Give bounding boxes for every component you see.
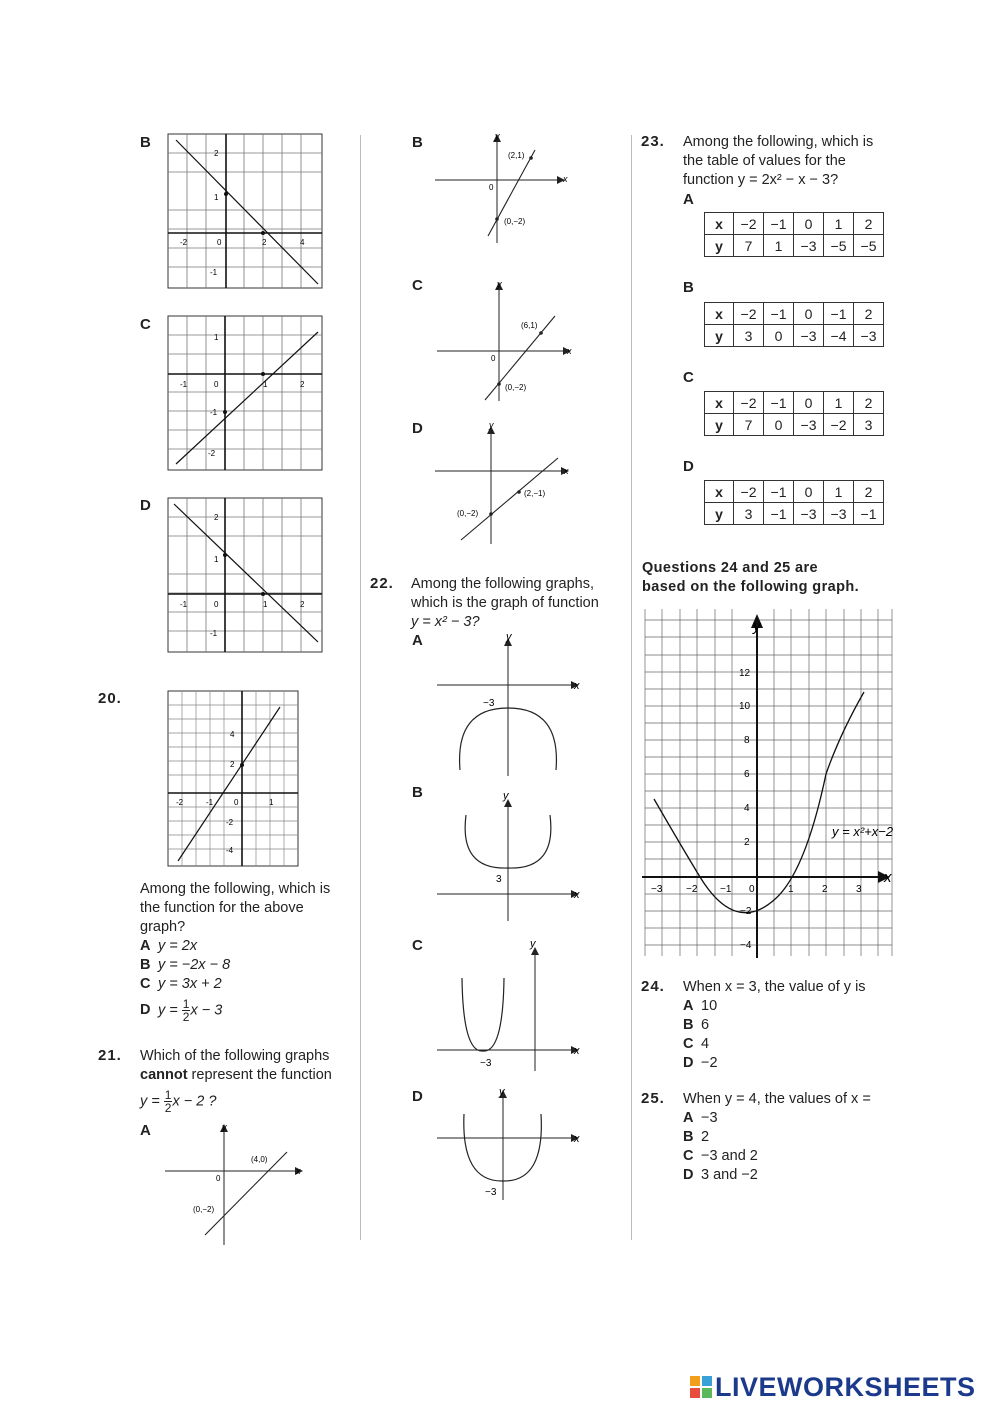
- q21-question: Which of the following graphs cannot represent the function y = $\frac{1}{2}$ x − 2 ?: [140, 1048, 332, 1115]
- q23-option-d-label: D: [683, 458, 694, 475]
- q21-option-a-graph[interactable]: [165, 1120, 310, 1248]
- q19-option-d-label: D: [140, 497, 151, 514]
- liveworksheets-logo[interactable]: LIVEWORKSHEETS: [690, 1372, 976, 1403]
- svg-text:x: x: [574, 1133, 580, 1145]
- q23-option-c-label: C: [683, 369, 694, 386]
- q23-table-a[interactable]: x −2 −1 0 1 2 y 7 1 −3 −5 −5: [704, 212, 884, 257]
- q21c-origin: 0: [491, 354, 496, 363]
- q19b-y-tick-1: 2: [214, 149, 219, 158]
- q23-option-a-label: A: [683, 191, 694, 208]
- svg-text:x: x: [296, 1166, 301, 1176]
- graph-y-tick-4: 6: [744, 769, 750, 780]
- graph-y-tick-1: 12: [739, 668, 751, 679]
- svg-text:x: x: [567, 346, 572, 356]
- q25-question: When y = 4, the values of x =: [683, 1091, 871, 1107]
- svg-text:y: y: [503, 790, 509, 802]
- q19-option-b-graph[interactable]: [166, 132, 326, 292]
- q24-option-b[interactable]: B 6: [683, 1017, 710, 1033]
- svg-text:x: x: [574, 1045, 580, 1057]
- q19c-x-tick-1: -1: [180, 380, 188, 389]
- q21d-p2: (0,−2): [457, 509, 479, 518]
- q21b-origin: 0: [489, 183, 494, 192]
- q21-option-d-graph[interactable]: [433, 418, 578, 546]
- q22-option-c-graph[interactable]: [433, 933, 588, 1073]
- q20-y-tick-3: -2: [226, 818, 234, 827]
- q22-option-d-label: D: [412, 1088, 423, 1105]
- q19b-x-tick-1: -2: [180, 238, 188, 247]
- q21b-p2: (0,−2): [504, 217, 526, 226]
- q21c-p2: (0,−2): [505, 383, 527, 392]
- q23-number: 23.: [641, 133, 665, 150]
- q20-option-a[interactable]: A y = 2x: [140, 938, 198, 954]
- q21b-p1: (2,1): [508, 151, 525, 160]
- q22-option-a-graph[interactable]: [433, 630, 588, 778]
- q19c-y-tick-2: -1: [210, 408, 218, 417]
- q20-y-tick-1: 4: [230, 730, 235, 739]
- q21a-origin: 0: [216, 1174, 221, 1183]
- svg-text:x: x: [563, 174, 568, 184]
- q19d-y-tick-1: 2: [214, 513, 219, 522]
- svg-text:y: y: [499, 1086, 505, 1098]
- svg-text:x: x: [574, 889, 580, 901]
- q24-options: [683, 997, 718, 1073]
- svg-text:y: y: [495, 131, 500, 141]
- graph-x-tick-5: 1: [788, 884, 794, 895]
- q19-option-c-label: C: [140, 316, 151, 333]
- q21c-p1: (6,1): [521, 321, 538, 330]
- q25-option-b[interactable]: B 2: [683, 1129, 710, 1145]
- q19c-x-tick-3: 1: [263, 380, 268, 389]
- q21-option-b-graph[interactable]: [433, 130, 573, 245]
- q22b-mark: 3: [496, 874, 502, 885]
- q22-option-b-graph[interactable]: [433, 785, 588, 923]
- svg-text:y: y: [530, 938, 536, 950]
- graph-y-tick-8: −4: [740, 940, 752, 951]
- q22-option-c-label: C: [412, 937, 423, 954]
- q23-table-b[interactable]: x −2 −1 0 −1 2 y 3 0 −3 −4 −3: [704, 302, 884, 347]
- q19b-x-tick-2: 0: [217, 238, 222, 247]
- q20-y-tick-4: -4: [226, 846, 234, 855]
- q19-option-c-graph[interactable]: [166, 314, 326, 474]
- q19b-y-tick-3: -1: [210, 268, 218, 277]
- q20-d-fraction: $\frac{1}{2}$: [182, 997, 190, 1024]
- q19b-y-tick-2: 1: [214, 193, 219, 202]
- q21a-p1: (4,0): [251, 1155, 268, 1164]
- svg-text:x: x: [564, 466, 569, 476]
- q22-option-a-label: A: [412, 632, 423, 649]
- q22-option-b-label: B: [412, 784, 423, 801]
- q25-option-d[interactable]: D 3 and −2: [683, 1167, 758, 1183]
- q21d-p1: (2,−1): [524, 489, 546, 498]
- graph-x-tick-1: −3: [651, 884, 663, 895]
- q20-option-c[interactable]: C y = 3x + 2: [140, 976, 222, 992]
- q20-y-tick-2: 2: [230, 760, 235, 769]
- svg-text:y: y: [489, 420, 494, 430]
- q19d-x-tick-3: 1: [263, 600, 268, 609]
- q21-option-b-label: B: [412, 134, 423, 151]
- q24-number: 24.: [641, 978, 665, 995]
- q24-25-graph: [640, 604, 895, 962]
- q20-x-tick-4: 1: [269, 798, 274, 807]
- column-divider-right: [631, 135, 632, 1240]
- svg-text:y: y: [497, 279, 502, 289]
- q22d-mark: −3: [485, 1187, 497, 1198]
- graph-y-tick-7: −2: [740, 906, 752, 917]
- q19d-x-tick-2: 0: [214, 600, 219, 609]
- q20-option-d[interactable]: D y = $\frac{1}{2}$ x − 3: [140, 997, 223, 1024]
- q19d-y-tick-3: -1: [210, 629, 218, 638]
- q25-options: [683, 1109, 758, 1185]
- q19c-y-tick-1: 1: [214, 333, 219, 342]
- liveworksheets-logo-icon: [690, 1376, 712, 1398]
- q20-x-tick-3: 0: [234, 798, 239, 807]
- q19-option-b-label: B: [140, 134, 151, 151]
- parabola-curve: [654, 692, 864, 913]
- graph-x-tick-3: −1: [720, 884, 732, 895]
- q19c-x-tick-2: 0: [214, 380, 219, 389]
- graph-y-axis-label: y: [753, 618, 761, 635]
- q21-option-c-label: C: [412, 277, 423, 294]
- q24-25-heading: Questions 24 and 25 are based on the following graph.: [642, 560, 860, 595]
- q24-option-c[interactable]: C 4: [683, 1036, 710, 1052]
- q21-option-c-graph[interactable]: [433, 278, 578, 403]
- q20-question: Among the following, which is the function for the above graph?: [140, 881, 331, 935]
- q25-number: 25.: [641, 1090, 665, 1107]
- q20-options: [140, 937, 230, 1023]
- q19b-x-tick-4: 4: [300, 238, 305, 247]
- q24-option-a[interactable]: A 10: [683, 998, 718, 1014]
- q24-option-d[interactable]: D −2: [683, 1055, 718, 1071]
- q19c-y-tick-3: -2: [208, 449, 216, 458]
- q19-option-d-graph[interactable]: [166, 496, 326, 656]
- graph-y-tick-2: 10: [739, 701, 751, 712]
- q23-table-c[interactable]: x −2 −1 0 1 2 y 7 0 −3 −2 3: [704, 391, 884, 436]
- q23-option-b-label: B: [683, 279, 694, 296]
- q22-question: Among the following graphs, which is the graph of function y = x² − 3?: [411, 576, 599, 630]
- q19c-x-tick-4: 2: [300, 380, 305, 389]
- graph-x-tick-7: 3: [856, 884, 862, 895]
- q22c-mark: −3: [480, 1058, 492, 1069]
- q21-number: 21.: [98, 1047, 122, 1064]
- q21-option-d-label: D: [412, 420, 423, 437]
- q20-number: 20.: [98, 690, 122, 707]
- q20-graph: [166, 689, 302, 869]
- q23-table-d[interactable]: x −2 −1 0 1 2 y 3 −1 −3 −3 −1: [704, 480, 884, 525]
- q22a-mark: −3: [483, 698, 495, 709]
- graph-x-tick-4: 0: [749, 884, 755, 895]
- curve-label: y = x²+x−2: [832, 824, 894, 839]
- svg-text:x: x: [574, 680, 580, 692]
- column-divider-left: [360, 135, 361, 1240]
- q22-option-d-graph[interactable]: [433, 1084, 588, 1214]
- q20-x-tick-2: -1: [206, 798, 214, 807]
- graph-y-tick-3: 8: [744, 735, 750, 746]
- q25-option-c[interactable]: C −3 and 2: [683, 1148, 758, 1164]
- q20-x-tick-1: -2: [176, 798, 184, 807]
- q25-option-a[interactable]: A −3: [683, 1110, 718, 1126]
- q20-option-b[interactable]: B y = −2x − 8: [140, 957, 231, 973]
- q19d-x-tick-1: -1: [180, 600, 188, 609]
- graph-y-tick-6: 2: [744, 837, 750, 848]
- svg-text:y: y: [506, 631, 512, 643]
- q19d-x-tick-4: 2: [300, 600, 305, 609]
- graph-x-axis-label: x: [884, 869, 892, 886]
- q24-question: When x = 3, the value of y is: [683, 979, 866, 995]
- svg-text:y: y: [222, 1122, 227, 1132]
- q19b-x-tick-3: 2: [262, 238, 267, 247]
- q22-number: 22.: [370, 575, 394, 592]
- q21-fraction: $\frac{1}{2}$: [164, 1088, 172, 1115]
- q21a-p2: (0,−2): [193, 1205, 215, 1214]
- graph-x-tick-6: 2: [822, 884, 828, 895]
- q23-question: Among the following, which is the table of values for the function y = 2x² − x − 3?: [683, 134, 874, 188]
- graph-x-tick-2: −2: [686, 884, 698, 895]
- q21-option-a-label: A: [140, 1122, 151, 1139]
- graph-y-tick-5: 4: [744, 803, 750, 814]
- q19d-y-tick-2: 1: [214, 555, 219, 564]
